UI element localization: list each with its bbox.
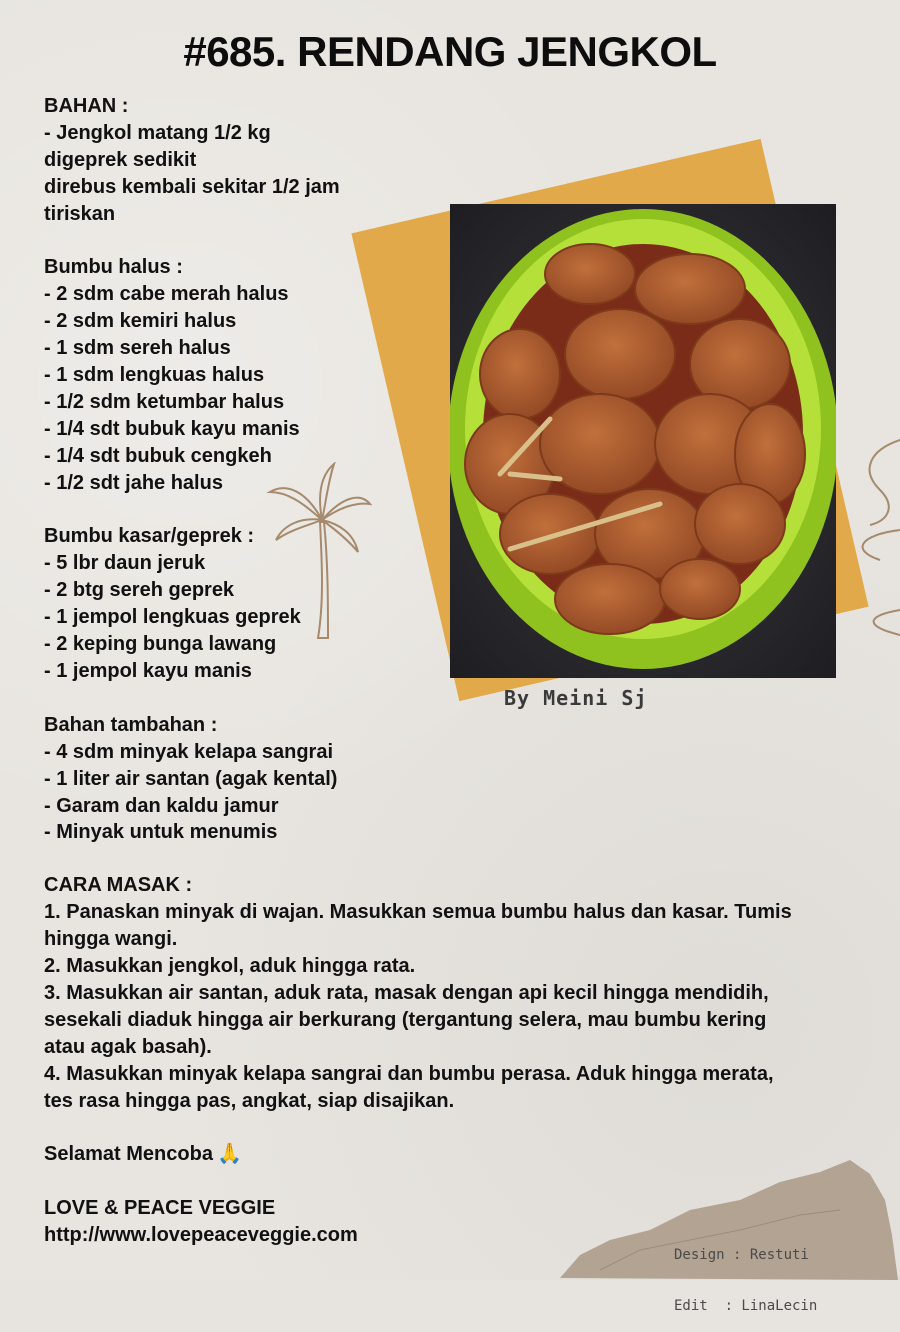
ingredient-line: - 1/2 sdt jahe halus (44, 471, 223, 494)
ingredient-line: - 1 sdm sereh halus (44, 337, 231, 360)
brand-name: LOVE & PEACE VEGGIE (44, 1197, 276, 1219)
ingredient-line: - 5 lbr daun jeruk (44, 552, 206, 575)
bumbu-kasar-heading: Bumbu kasar/geprek : (44, 525, 255, 548)
bahan-tambahan-heading: Bahan tambahan : (44, 713, 218, 736)
design-credit: Design : Restuti (674, 1247, 809, 1263)
ingredient-line: - 1 sdm lengkuas halus (44, 364, 265, 387)
recipe-title: #685. RENDANG JENGKOL (183, 28, 717, 75)
closing-line (44, 1141, 242, 1168)
step-line: 1. Panaskan minyak di wajan. Masukkan semua bumbu halus dan kasar. Tumis (44, 901, 792, 923)
rendang-photo (450, 204, 836, 678)
pray-hands-icon: 🙏 (216, 1143, 242, 1165)
bumbu-halus-heading: Bumbu halus : (44, 256, 183, 279)
bahan-section (44, 93, 404, 228)
step-line: hingga wangi. (44, 928, 178, 950)
ingredient-line: tiriskan (44, 202, 116, 225)
bahan-tambahan-section (44, 712, 404, 847)
step-line: 3. Masukkan air santan, aduk rata, masak dengan api kecil hingga mendidih, (44, 982, 769, 1004)
ingredient-line: - 1 jempol kayu manis (44, 660, 252, 682)
ingredient-line: - 1/4 sdt bubuk cengkeh (44, 444, 272, 467)
ingredient-line: digeprek sedikit (44, 148, 197, 171)
step-line: tes rasa hingga pas, angkat, siap disajikan. (44, 1090, 455, 1112)
closing-text: Selamat Mencoba (44, 1143, 213, 1165)
ingredient-line: - 1/4 sdt bubuk kayu manis (44, 417, 300, 440)
step-line: 2. Masukkan jengkol, aduk hingga rata. (44, 955, 416, 977)
cara-masak-heading: CARA MASAK : (44, 874, 193, 896)
author-credit: By Meini Sj (504, 686, 648, 710)
step-line: sesekali diaduk hingga air berkurang (tergantung selera, mau bumbu kering (44, 1009, 767, 1031)
ingredient-line: - Jengkol matang 1/2 kg (44, 121, 271, 144)
brand-block (44, 1195, 358, 1249)
ingredients-column (44, 93, 404, 873)
ingredient-line: - 4 sdm minyak kelapa sangrai (44, 740, 334, 763)
rendang-bowl-illustration (450, 204, 836, 678)
bumbu-halus-section (44, 254, 404, 496)
bahan-heading: BAHAN : (44, 95, 129, 117)
ingredient-line: - 2 keping bunga lawang (44, 633, 277, 656)
ingredient-line: - Garam dan kaldu jamur (44, 794, 279, 817)
ingredient-line: - 2 sdm cabe merah halus (44, 283, 289, 306)
ingredient-line: - 1 jempol lengkuas geprek (44, 606, 301, 629)
ingredient-line: direbus kembali sekitar 1/2 jam (44, 175, 340, 198)
ingredient-line: - 1 liter air santan (agak kental) (44, 767, 338, 790)
ingredient-line: - 2 btg sereh geprek (44, 579, 235, 602)
step-line: 4. Masukkan minyak kelapa sangrai dan bumbu perasa. Aduk hingga merata, (44, 1063, 774, 1085)
step-line: atau agak basah). (44, 1036, 212, 1058)
ingredient-line: - 1/2 sdm ketumbar halus (44, 390, 285, 413)
ingredient-line: - Minyak untuk menumis (44, 821, 278, 844)
cooking-steps-section (44, 872, 834, 1115)
brand-url-link[interactable]: http://www.lovepeaceveggie.com (44, 1224, 358, 1246)
bumbu-kasar-section (44, 523, 404, 684)
ingredient-line: - 2 sdm kemiri halus (44, 310, 237, 333)
edit-credit: Edit : LinaLecin (674, 1298, 818, 1314)
credits-block (674, 1213, 817, 1332)
